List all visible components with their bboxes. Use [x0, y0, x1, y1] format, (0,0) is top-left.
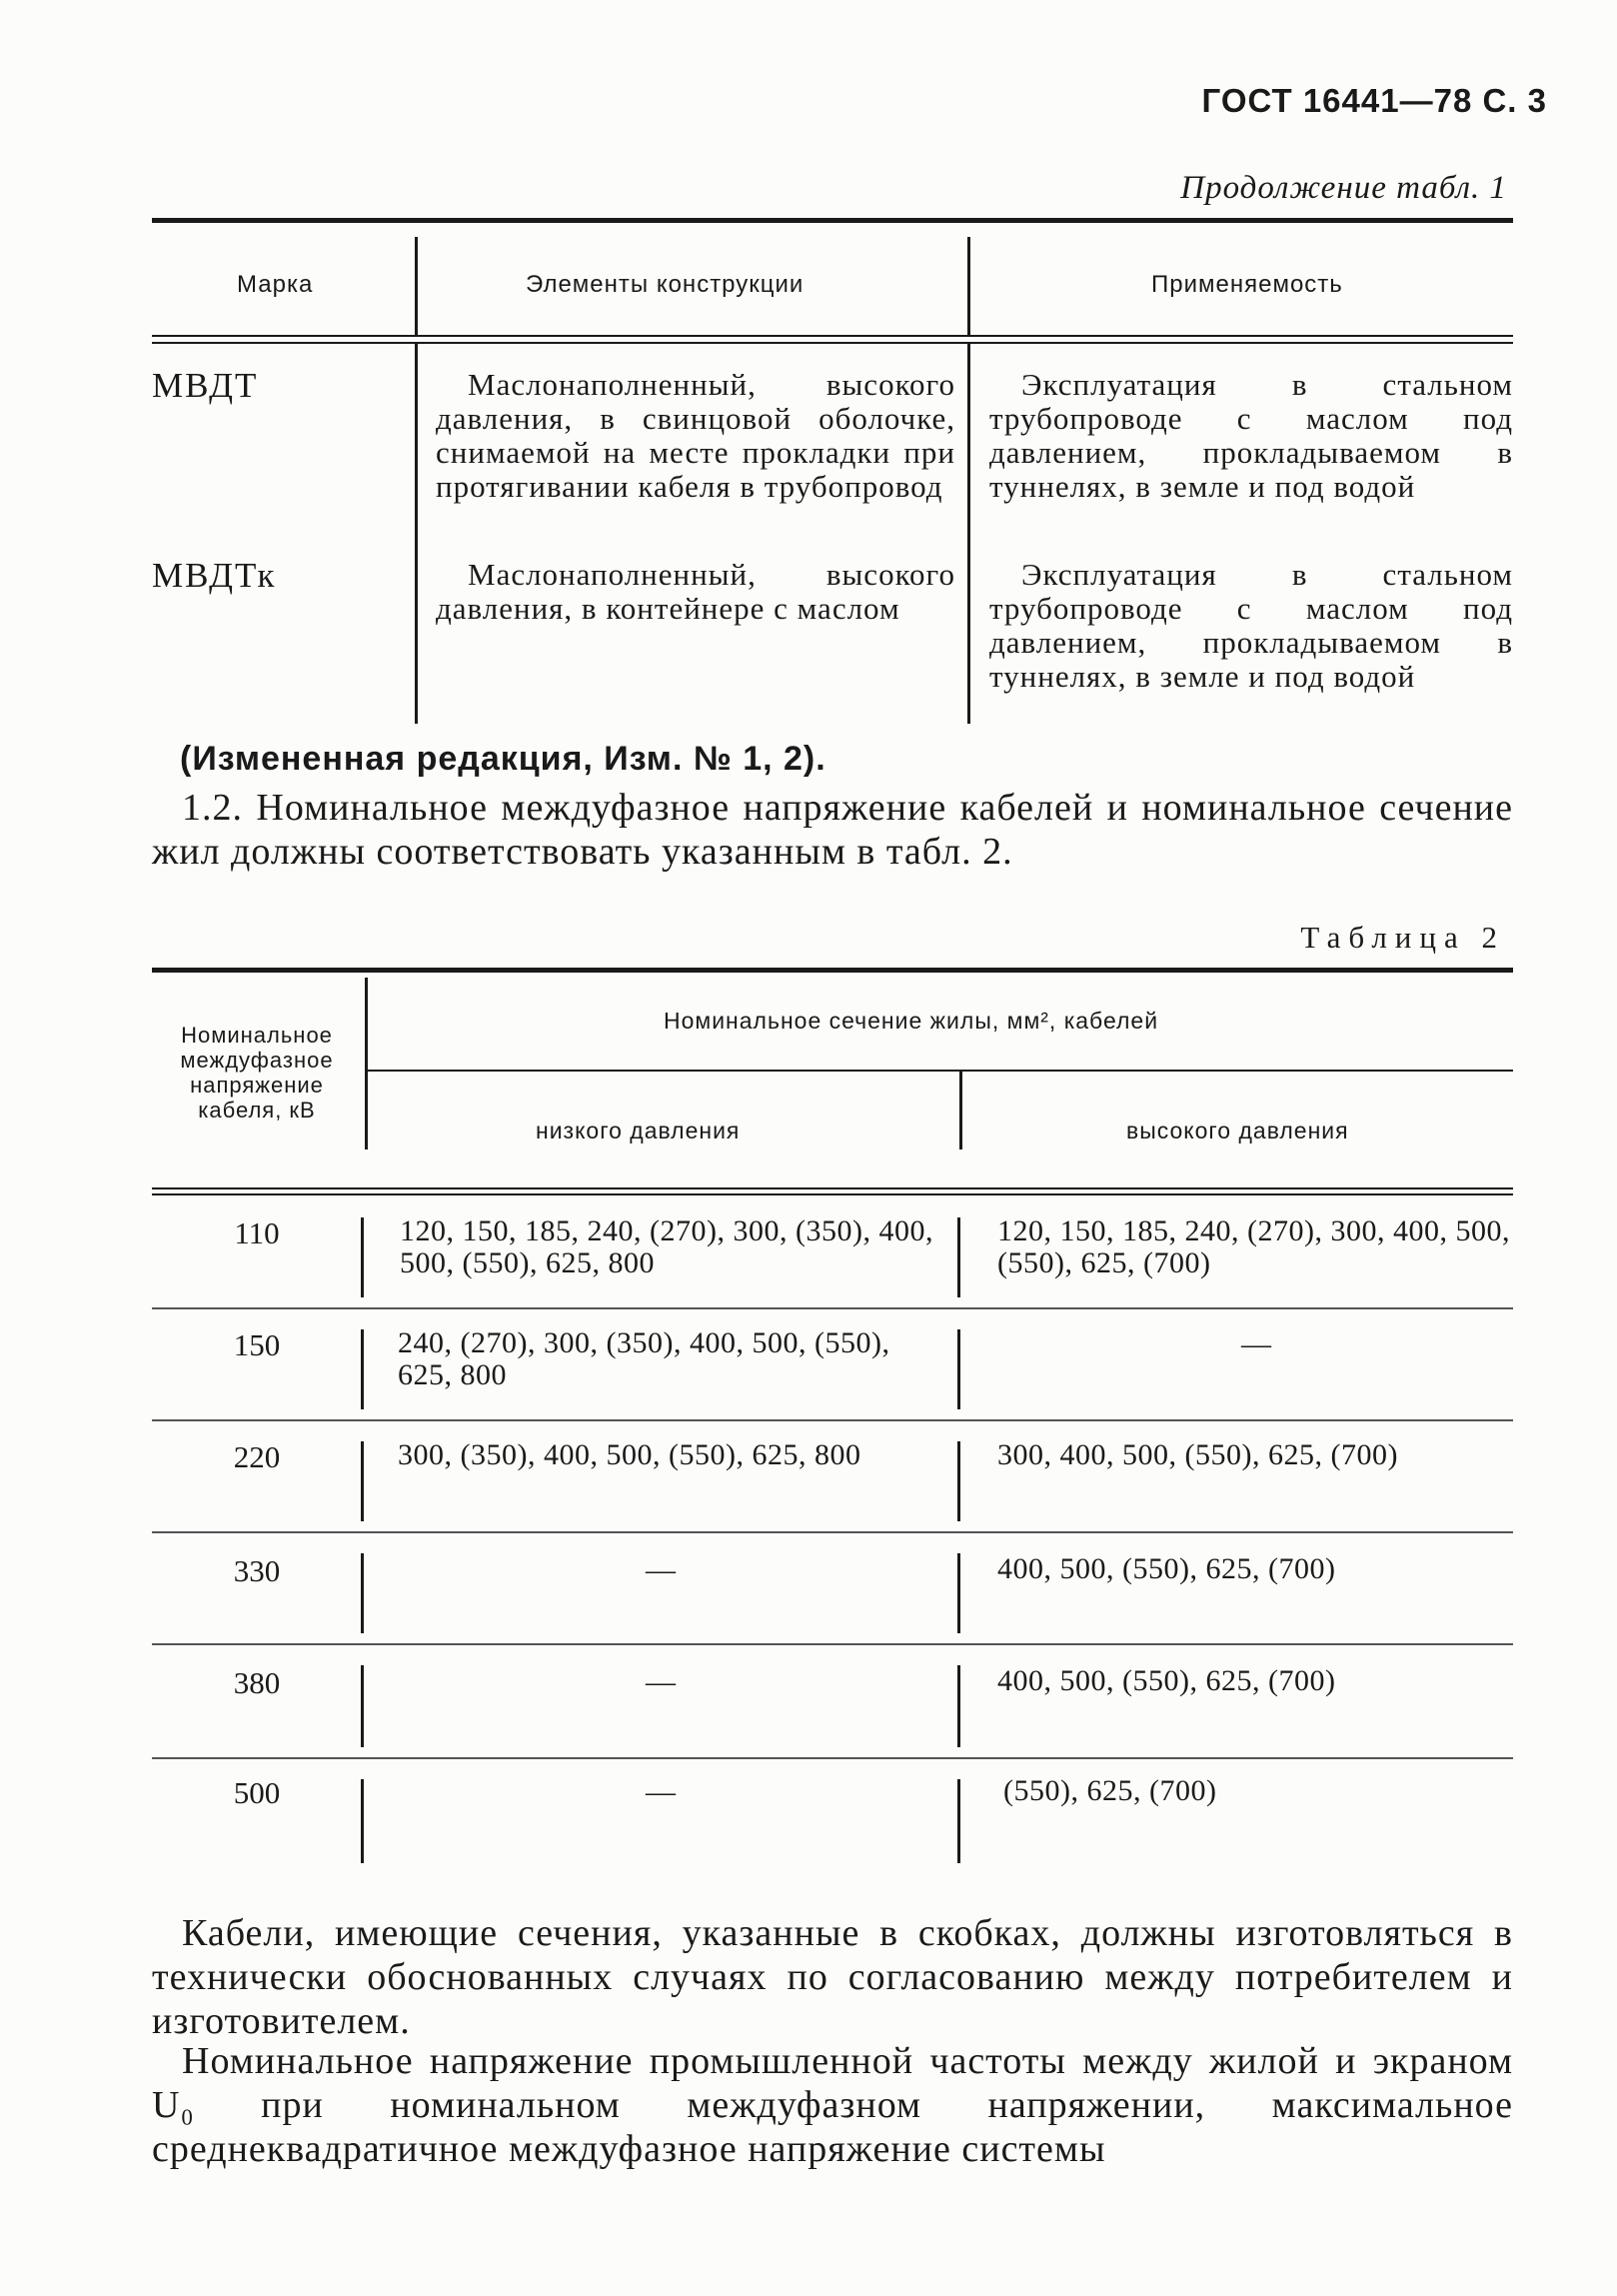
col-mark-header: Марка — [237, 271, 314, 298]
table-continuation-label: Продолжение табл. 1 — [1180, 170, 1507, 206]
high-pressure-cell: 400, 500, (550), 625, (700) — [997, 1664, 1336, 1697]
row-mark: МВДТ — [152, 366, 259, 405]
table-2-label: Таблица 2 — [1300, 920, 1505, 955]
low-pressure-cell: 120, 150, 185, 240, (270), 300, (350), 400, 500, (550), 625, 800 — [400, 1214, 933, 1279]
voltage-cell: 150 — [233, 1327, 281, 1362]
table-1-body — [152, 344, 1513, 732]
low-pressure-cell: — — [646, 1553, 676, 1586]
low-pressure-cell: 300, (350), 400, 500, (550), 625, 800 — [398, 1438, 861, 1471]
row-application: Эксплуатация в стальном трубопроводе с маслом под давлением, прокладываемом в туннелях, в земле и под водой — [989, 557, 1513, 694]
page-header: ГОСТ 16441—78 С. 3 — [1201, 82, 1547, 119]
col-section-header: Номинальное сечение жилы, мм², кабелей — [664, 1008, 1159, 1034]
paragraph-voltage: Номинальное напряжение промышленной частоты между жилой и экраном U₀ при номинальном междуфазном напряжении, максимальное среднеквадратичное междуфазное напряжение системы — [152, 2040, 1513, 2170]
voltage-cell: 500 — [233, 1775, 281, 1810]
voltage-cell: 220 — [233, 1439, 281, 1474]
row-application: Эксплуатация в стальном трубопроводе с маслом под давлением, прокладываемом в туннелях, в земле и под водой — [989, 367, 1513, 504]
high-pressure-cell: — — [1241, 1327, 1271, 1360]
amendment-note: (Измененная редакция, Изм. № 1, 2). — [180, 740, 826, 778]
table-1 — [152, 218, 1513, 732]
table-1-header — [152, 223, 1513, 335]
high-pressure-cell: 400, 500, (550), 625, (700) — [997, 1552, 1336, 1585]
paragraph-brackets: Кабели, имеющие сечения, указанные в скобках, должны изготовляться в технически обоснованных случаях по согласованию между потребителем и изготовителем. — [152, 1912, 1513, 2042]
high-pressure-cell: (550), 625, (700) — [1003, 1774, 1217, 1807]
paragraph-1-2: 1.2. Номинальное междуфазное напряжение кабелей и номинальное сечение жил должны соответствовать указанным в табл. 2. — [152, 787, 1513, 873]
voltage-cell: 380 — [233, 1665, 281, 1700]
col-low-pressure-header: низкого давления — [536, 1118, 741, 1144]
row-construction: Маслонаполненный, высокого давления, в контейнере с маслом — [436, 557, 955, 626]
high-pressure-cell: 300, 400, 500, (550), 625, (700) — [997, 1438, 1398, 1471]
low-pressure-cell: — — [646, 1775, 676, 1808]
col-voltage-header: Номинальное междуфазное напряжение кабеля, кВ — [180, 1023, 334, 1123]
low-pressure-cell: — — [646, 1665, 676, 1698]
row-construction: Маслонаполненный, высокого давления, в свинцовой оболочке, снимаемой на месте прокладки при протягивании кабеля в трубопровод — [436, 367, 955, 504]
col-application-header: Применяемость — [1151, 271, 1343, 298]
table-2 — [152, 968, 1513, 1867]
row-mark: МВДТк — [152, 556, 277, 595]
col-high-pressure-header: высокого давления — [1126, 1118, 1349, 1144]
low-pressure-cell: 240, (270), 300, (350), 400, 500, (550), 625, 800 — [398, 1326, 890, 1391]
high-pressure-cell: 120, 150, 185, 240, (270), 300, 400, 500, (550), 625, (700) — [997, 1214, 1510, 1279]
col-construction-header: Элементы конструкции — [526, 271, 805, 298]
voltage-cell: 110 — [234, 1215, 280, 1250]
voltage-cell: 330 — [233, 1553, 281, 1588]
